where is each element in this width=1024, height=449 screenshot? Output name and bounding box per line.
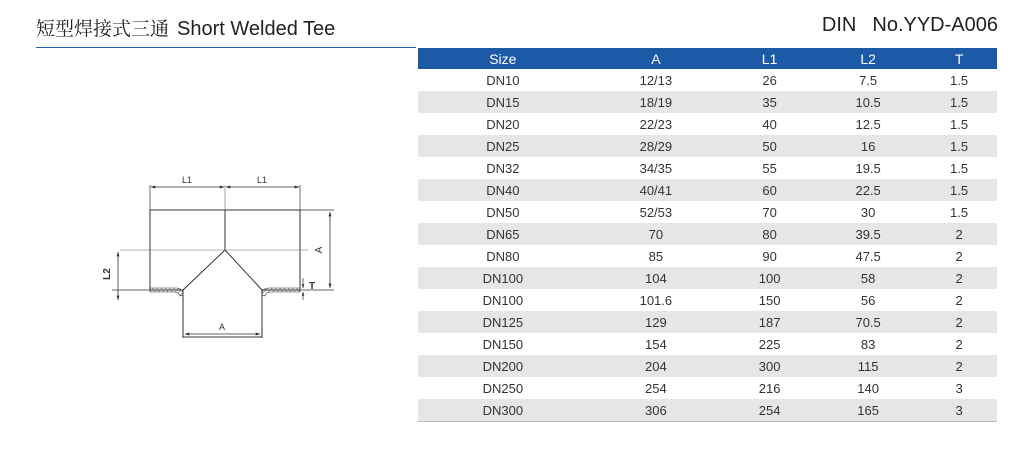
cell-a: 22/23 [639,116,673,132]
cell-a: 204 [588,355,724,377]
table-body [418,69,997,422]
l1-right-label: L1 [256,175,268,185]
table-row [418,91,997,113]
l1-left-label: L1 [181,175,193,185]
cell-a: 18/19 [588,91,724,113]
cell-a: 70 [588,223,724,245]
table-row [418,333,997,355]
cell-size: DN200 [418,355,588,377]
cell-t: 2 [921,223,997,245]
cell-l1: 187 [724,311,815,333]
extension-lines [112,185,334,338]
cell-a: 254 [645,380,667,396]
cell-t: 1.5 [921,91,997,113]
cell-l1: 35 [724,91,815,113]
cell-a: 12/13 [639,72,673,88]
weld-hatch-left [150,288,183,296]
cell-l2: 19.5 [855,160,881,176]
a-bottom-label: A [218,322,226,332]
cell-l2: 22.5 [815,179,921,201]
product-number: No.YYD-A006 [872,14,998,36]
cell-l1: 225 [758,336,781,352]
cell-l1: 80 [724,223,815,245]
cell-a: 306 [588,399,724,422]
cell-size: DN300 [418,399,588,422]
table-row [418,245,997,267]
table-row [418,179,997,201]
header-size: Size [418,48,588,69]
cell-t: 2 [921,311,997,333]
cell-size: DN15 [418,91,588,113]
cell-l1: 70 [762,204,777,220]
cell-size: DN125 [418,311,588,333]
cell-a: 40/41 [588,179,724,201]
cell-l2: 30 [860,204,876,220]
cell-l2: 140 [857,380,879,396]
cell-size: DN100 [482,292,524,308]
table-row [418,399,997,422]
cell-t: 2 [955,248,963,264]
cell-size: DN250 [482,380,524,396]
cell-l2: 7.5 [859,72,878,88]
cell-a: 28/29 [588,135,724,157]
cell-l1: 90 [762,248,777,264]
header-t: T [921,48,997,69]
cell-t: 3 [955,380,963,396]
cell-l2: 56 [860,292,876,308]
cell-a: 101.6 [639,292,673,308]
cell-l1: 300 [724,355,815,377]
cell-size: DN100 [418,267,588,289]
cell-l2: 165 [815,399,921,422]
cell-l2: 16 [815,135,921,157]
cell-l1: 55 [762,160,777,176]
cell-l1: 150 [758,292,781,308]
cell-l1: 40 [762,116,777,132]
cell-size: DN65 [418,223,588,245]
title-divider [36,47,416,48]
cell-a: 129 [588,311,724,333]
centerlines [120,185,308,250]
cell-l2: 70.5 [815,311,921,333]
tee-body [150,210,300,337]
table-row [418,157,997,179]
cell-t: 2 [921,267,997,289]
table-row [418,267,997,289]
page-title [36,14,335,41]
cell-l2: 47.5 [855,248,881,264]
header-l2: L2 [815,48,921,69]
table-row [418,377,997,399]
weld-hatch-right [262,288,300,296]
table-row [418,355,997,377]
cell-size: DN80 [486,248,520,264]
cell-a: 85 [648,248,664,264]
cell-l2: 83 [860,336,876,352]
cell-l1: 100 [724,267,815,289]
cell-t: 2 [955,336,963,352]
a-side-label: A [314,246,325,254]
cell-l1: 26 [762,72,777,88]
cell-t: 1.5 [950,72,969,88]
cell-l1: 60 [724,179,815,201]
cell-a: 154 [645,336,667,352]
cell-size: DN10 [486,72,520,88]
cell-t: 1.5 [921,179,997,201]
cell-size: DN150 [482,336,524,352]
cell-t: 1.5 [950,204,969,220]
standard-label: DIN [821,14,857,36]
cell-t: 1.5 [921,135,997,157]
table-row [418,113,997,135]
cell-l1: 216 [758,380,781,396]
table-header-row [418,48,997,69]
table-row [418,289,997,311]
cell-l2: 12.5 [855,116,881,132]
cell-a: 52/53 [639,204,673,220]
cell-t: 1.5 [950,116,969,132]
table-row [418,311,997,333]
cell-size: DN32 [486,160,520,176]
cell-t: 1.5 [950,160,969,176]
cell-a: 34/35 [639,160,673,176]
tee-technical-drawing [100,168,340,344]
header-l1: L1 [724,48,815,69]
table-row [418,135,997,157]
cell-t: 2 [921,355,997,377]
table-row [418,201,997,223]
cell-t: 2 [955,292,963,308]
cell-size: DN25 [418,135,588,157]
cell-size: DN20 [486,116,520,132]
cell-size: DN40 [418,179,588,201]
cell-size: DN50 [486,204,520,220]
dimension-table [418,48,997,422]
cell-l2: 39.5 [815,223,921,245]
cell-l1: 50 [724,135,815,157]
table-row [418,69,997,91]
cell-l2: 58 [815,267,921,289]
title-chinese: 短型焊接式三通 [36,18,170,40]
l2-label: L2 [102,268,113,280]
t-label: T [309,281,316,292]
cell-l1: 254 [724,399,815,422]
cell-a: 104 [588,267,724,289]
product-code [822,14,998,37]
table-row [418,223,997,245]
cell-l2: 115 [815,355,921,377]
title-english: Short Welded Tee [177,18,336,40]
cell-t: 3 [921,399,997,422]
header-a: A [588,48,724,69]
cell-l2: 10.5 [815,91,921,113]
